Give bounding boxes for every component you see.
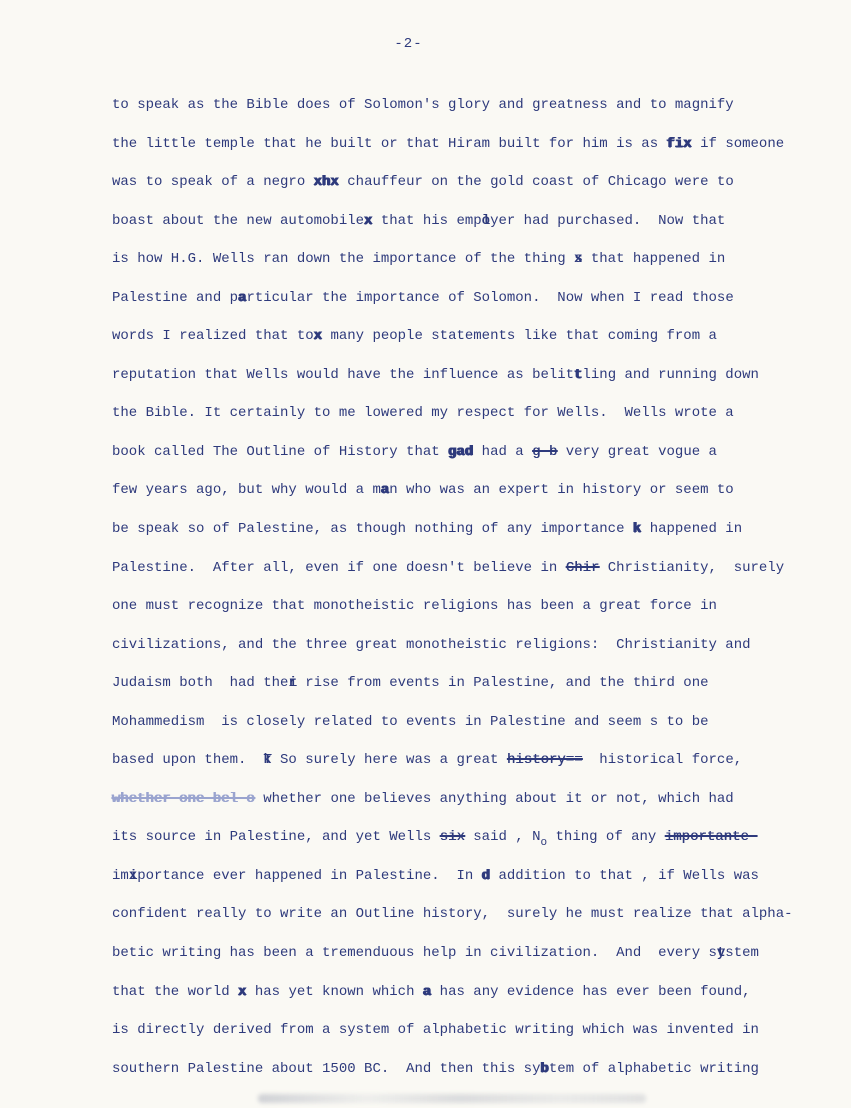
text-segment: Judaism both had the: [112, 675, 289, 692]
text-segment: book called The Outline of History that: [112, 443, 449, 460]
text-segment: to speak as the Bible does of Solomon's glory and greatness and to magnify: [112, 97, 734, 113]
corrected-text: fix: [666, 135, 692, 152]
text-segment: ling and running down: [582, 366, 759, 383]
text-line: [112, 1011, 812, 1050]
text-line: [112, 857, 812, 896]
text-line: [112, 86, 812, 125]
corrected-text: b: [540, 1060, 549, 1077]
text-segment: if someone: [691, 135, 785, 152]
corrected-text: g-b: [532, 443, 558, 460]
text-line: [112, 818, 812, 857]
text-line: [112, 741, 812, 780]
text-line: [112, 202, 812, 241]
text-segment: addition to that , if Wells was: [490, 867, 759, 884]
text-segment: be speak so of Palestine, as though nothing of any importance: [112, 521, 633, 538]
corrected-text: importante-: [664, 829, 758, 846]
text-line: [112, 163, 812, 202]
text-segment: civilizations, and the three great monotheistic religions: Christianity and: [112, 636, 751, 653]
text-segment: boast about the new automobile: [112, 212, 365, 229]
text-line: [112, 356, 812, 395]
text-segment: rticular the importance of Solomon. Now when I read those: [246, 289, 734, 306]
page-number: -2-: [394, 36, 423, 52]
text-line: [112, 780, 812, 819]
text-segment: portance ever happened in Palestine. In: [137, 867, 482, 884]
text-line: [112, 240, 812, 279]
text-segment: betic writing has been a tremenduous help in civilization. And every s: [112, 945, 717, 962]
text-segment: its source in Palestine, and yet Wells: [112, 829, 440, 846]
text-line: [112, 973, 812, 1012]
text-segment: words I realized that to: [112, 328, 314, 345]
corrected-text: d: [481, 867, 491, 884]
text-segment: stem: [725, 945, 759, 962]
text-segment: reputation that Wells would have the influence as belit: [112, 366, 575, 383]
text-line: [112, 664, 812, 703]
corrected-text: six: [439, 829, 465, 846]
text-line: [112, 626, 812, 665]
subscript-char: o: [540, 837, 548, 850]
corrected-text: gad: [448, 443, 474, 460]
text-line: [112, 895, 812, 934]
text-line: [112, 1050, 812, 1089]
text-segment: So surely here was a great: [271, 752, 507, 769]
text-segment: is directly derived from a system of alphabetic writing which was invented in: [112, 1022, 759, 1039]
text-segment: n who was an expert in history or seem to: [389, 482, 734, 499]
text-segment: few years ago, but why would a m: [112, 482, 381, 499]
ghost-smudge: [258, 1094, 646, 1103]
text-segment: thing of any: [547, 829, 665, 846]
text-segment: whether one believes anything about it or not, which had: [254, 790, 734, 807]
text-line: [112, 279, 812, 318]
text-segment: has yet known which: [246, 983, 423, 1000]
text-segment: Christianity, surely: [599, 559, 785, 576]
corrected-text: [482, 202, 490, 241]
text-segment: said , N: [464, 829, 541, 846]
text-segment: rise from events in Palestine, and the third one: [296, 675, 709, 692]
text-segment: historical force,: [582, 752, 743, 769]
text-segment: the little temple that he built or that Hiram built for him is as: [112, 135, 667, 152]
corrected-text: Chir: [565, 559, 600, 576]
text-segment: has any evidence has ever been found,: [431, 983, 751, 1000]
corrected-text: [263, 741, 271, 780]
text-line: [112, 587, 812, 626]
text-segment: im: [112, 867, 129, 884]
corrected-text: [288, 664, 296, 703]
text-segment: was to speak of a negro: [112, 174, 314, 191]
text-segment: southern Palestine about 1500 BC. And then this sy: [112, 1060, 541, 1077]
corrected-text: x: [313, 328, 323, 345]
text-segment: Palestine. After all, even if one doesn't believe in: [112, 559, 566, 576]
text-segment: Mohammedism is closely related to events in Palestine and seem s to be: [112, 713, 709, 730]
text-segment: many people statements like that coming from a: [322, 328, 717, 345]
text-line: [112, 394, 812, 433]
text-line: [112, 433, 812, 472]
text-line: [112, 549, 812, 588]
text-segment: chauffeur on the gold coast of Chicago were to: [338, 174, 734, 191]
corrected-text: history==: [506, 752, 583, 769]
text-segment: that his emp: [372, 212, 482, 229]
text-segment: tem of alphabetic writing: [548, 1060, 759, 1077]
text-line: [112, 317, 812, 356]
corrected-text: t: [574, 366, 583, 383]
text-line: [112, 703, 812, 742]
corrected-text: k: [632, 521, 642, 538]
corrected-text: xhx: [313, 174, 339, 191]
text-segment: had a: [473, 443, 533, 460]
text-segment: yer had purchased. Now that: [490, 212, 726, 229]
text-segment: very great vogue a: [557, 443, 717, 460]
corrected-text: x: [364, 212, 373, 229]
corrected-text: a: [238, 289, 247, 306]
corrected-text: x: [238, 983, 247, 1000]
text-line: [112, 471, 812, 510]
text-segment: Palestine and p: [112, 289, 239, 306]
text-segment: is how H.G. Wells ran down the importance of the thing: [112, 251, 575, 268]
text-segment: confident really to write an Outline history, surely he must realize that alpha-: [112, 906, 793, 923]
text-segment: that the world: [112, 983, 239, 1000]
text-segment: the Bible. It certainly to me lowered my respect for Wells. Wells wrote a: [112, 405, 734, 422]
corrected-text: a: [422, 983, 432, 1000]
text-line: [112, 934, 812, 973]
corrected-text: a: [380, 482, 390, 499]
text-segment: happened in: [641, 521, 743, 538]
text-segment: that happened in: [582, 251, 726, 268]
text-segment: based upon them.: [112, 752, 264, 769]
text-line: [112, 125, 812, 164]
text-segment: one must recognize that monotheistic religions has been a great force in: [112, 598, 717, 615]
document-body: [112, 86, 812, 1088]
corrected-text: whether one bel o: [112, 790, 255, 807]
text-line: [112, 510, 812, 549]
corrected-text: [129, 857, 137, 896]
